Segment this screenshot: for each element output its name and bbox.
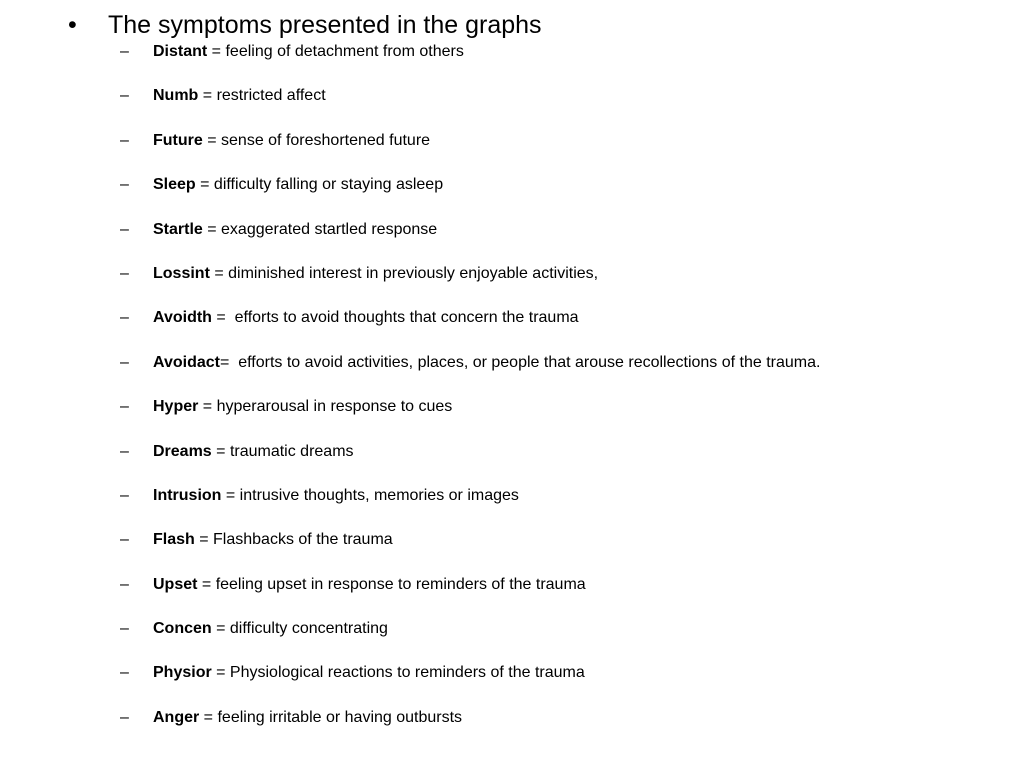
dash-icon: –: [120, 398, 129, 416]
list-item: [120, 395, 820, 439]
dash-icon: –: [120, 353, 129, 371]
main-bullet: [68, 8, 542, 42]
symptom-definition: = diminished interest in previously enjoyable activities,: [209, 264, 599, 282]
list-item: [120, 528, 820, 572]
list-item: [120, 706, 820, 750]
list-item: [120, 440, 820, 484]
dash-icon: –: [120, 87, 129, 105]
symptom-definition: = traumatic dreams: [211, 442, 354, 460]
symptom-list: [120, 40, 820, 750]
symptom-term: Anger: [153, 708, 200, 726]
list-item: [120, 661, 820, 705]
dash-icon: –: [120, 176, 129, 194]
dash-icon: –: [120, 264, 129, 282]
symptom-term: Startle: [153, 220, 203, 238]
bullet-icon: •: [68, 11, 77, 39]
symptom-term: Future: [153, 131, 203, 149]
symptom-definition: = efforts to avoid thoughts that concern the trauma: [211, 309, 579, 327]
symptom-definition: = feeling of detachment from others: [207, 43, 464, 60]
symptom-definition: = sense of foreshortened future: [202, 131, 431, 149]
symptom-definition: = feeling upset in response to reminders of the trauma: [197, 575, 586, 593]
dash-icon: –: [120, 575, 129, 593]
list-item: [120, 262, 820, 306]
list-item: [120, 173, 820, 217]
symptom-definition: = restricted affect: [198, 87, 326, 105]
dash-icon: –: [120, 131, 129, 149]
dash-icon: –: [120, 220, 129, 238]
symptom-definition: = feeling irritable or having outbursts: [199, 708, 463, 726]
symptom-definition: = efforts to avoid activities, places, or people that arouse recollections of the trauma.: [219, 353, 821, 371]
symptom-definition: = difficulty concentrating: [211, 620, 388, 638]
dash-icon: –: [120, 531, 129, 549]
symptom-term: Upset: [153, 575, 198, 593]
symptom-term: Avoidact: [153, 353, 220, 371]
symptom-term: Intrusion: [153, 486, 222, 504]
symptom-term: Physior: [153, 664, 212, 682]
dash-icon: –: [120, 43, 129, 60]
list-item: [120, 129, 820, 173]
list-item: [120, 84, 820, 128]
symptom-definition: = Physiological reactions to reminders of the trauma: [211, 664, 585, 682]
symptom-definition: = difficulty falling or staying asleep: [195, 176, 444, 194]
list-item: [120, 40, 820, 84]
dash-icon: –: [120, 486, 129, 504]
symptom-term: Hyper: [153, 398, 199, 416]
symptom-definition: = intrusive thoughts, memories or images: [221, 486, 519, 504]
list-item: [120, 617, 820, 661]
list-item: [120, 351, 820, 395]
symptom-term: Distant: [153, 43, 208, 60]
symptom-term: Flash: [153, 531, 195, 549]
symptom-term: Numb: [153, 87, 199, 105]
symptom-term: Avoidth: [153, 309, 212, 327]
symptom-term: Dreams: [153, 442, 212, 460]
list-item: [120, 573, 820, 617]
slide-heading: The symptoms presented in the graphs: [108, 11, 542, 39]
symptom-definition: = hyperarousal in response to cues: [198, 398, 453, 416]
symptom-definition: = Flashbacks of the trauma: [194, 531, 393, 549]
list-item: [120, 306, 820, 350]
symptom-definition: = exaggerated startled response: [202, 220, 438, 238]
dash-icon: –: [120, 708, 129, 726]
dash-icon: –: [120, 442, 129, 460]
symptom-term: Sleep: [153, 176, 196, 194]
dash-icon: –: [120, 620, 129, 638]
symptom-term: Concen: [153, 620, 212, 638]
list-item: [120, 484, 820, 528]
dash-icon: –: [120, 664, 129, 682]
dash-icon: –: [120, 309, 129, 327]
list-item: [120, 218, 820, 262]
symptom-term: Lossint: [153, 264, 210, 282]
